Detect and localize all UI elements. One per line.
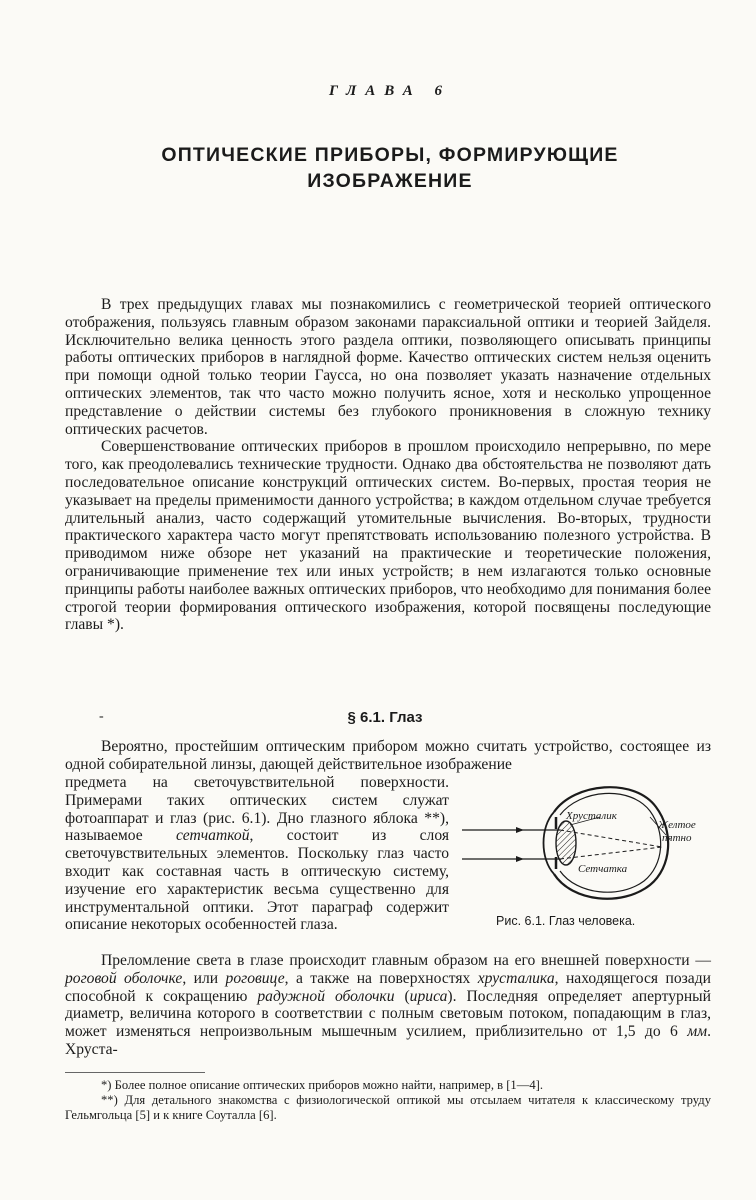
unit-mm: мм: [687, 1023, 708, 1041]
ray-upper-arrow: [516, 827, 524, 833]
para3-part-c: , а также на поверхностях: [284, 969, 478, 987]
term-lens: хрусталика: [477, 969, 555, 987]
chapter-title-line-1: ОПТИЧЕСКИЕ ПРИБОРЫ, ФОРМИРУЮЩИЕ: [161, 144, 619, 166]
chapter-title: [0, 142, 756, 194]
intro-paragraph-1: В трех предыдущих главах мы познакомились с геометрической теорией оптического отображения, пользуясь главным образом законами параксиальной оптики и теорией Зайделя. Исключительно велика ценность этого раздела оптики, позволяющего описывать принципы работы оптических приборов в наглядной форме. Качество оптических систем нельзя оценить при помощи одной только теории Гаусса, но она позволяет указать назначение отдельных оптических элементов, так что часто можно получить ясное, хотя и несколько упрощенное представление о действии системы без глубокого проникновения в сложную технику оптических расчетов.: [65, 296, 711, 438]
section-paragraph-2: [65, 774, 449, 934]
chapter-title-line-2: ИЗОБРАЖЕНИЕ: [307, 170, 473, 192]
footnote-2: **) Для детального знакомства с физиологической оптикой мы отсылаем читателя к классическому труду Гельмгольца [5] и к книге Соуталла [6].: [65, 1093, 711, 1122]
term-cornea: роговице: [225, 969, 285, 987]
chapter-label: ГЛАВА 6: [328, 83, 451, 99]
para3-part-f: ). Последняя определяет апертурный диаметр, величина которого в соответствии с полным световым потоком, попадающим в глаз, может изменяться непроизвольным мышечным усилием, приблизительно от 1,5 до 6: [65, 987, 712, 1041]
intro-text: [65, 296, 711, 634]
section-paragraph-3: [65, 952, 711, 1059]
label-yellow-spot-line-1: Желтое: [658, 819, 696, 831]
para3-part-g: . Хруста-: [65, 1023, 711, 1058]
figure-caption: Рис. 6.1. Глаз человека.: [496, 914, 636, 928]
term-iris: ириса: [409, 987, 448, 1005]
cornea: [544, 812, 555, 874]
term-retina: сетчаткой: [176, 827, 250, 845]
intro-paragraph-2: Совершенствование оптических приборов в прошлом происходило непрерывно, по мере того, как преодолевались технические трудности. Однако два обстоятельства не позволяют дать последовательное описание конструкций оптических систем. Во-первых, простая теория не указывает на пределы применимости данного устройства; в каждом отдельном случае требуется длительный анализ, часто содержащий утомительные вычисления. Во-вторых, трудности практического характера часто могут препятствовать использованию полезного устройства. В приводимом ниже обзоре нет указаний на практические и теоретические положения, ограничивающие применение тех или иных устройств; в нем излагаются только основные принципы работы наиболее важных оптических приборов, что необходимо для понимания более строгой теории формирования оптического изображения, которой посвящены последующие главы *).: [65, 438, 711, 634]
section-paragraph-2-a: предмета на светочувствительной поверхности. Примерами таких оптических систем служат фотоаппарат и глаз (рис. 6.1). Дно глазного яблока **), называемое: [65, 774, 449, 845]
label-lens: Хрусталик: [566, 810, 617, 822]
section-paragraph-2-b: , состоит из слоя светочувствительных элементов. Поскольку глаз часто входит как составная часть в оптическую систему, изучение его характеристик весьма существенно для инструментальной оптики. Этот параграф содержит описание некоторых особенностей глаза.: [65, 827, 449, 934]
para3-part-a: Преломление света в глазе происходит главным образом на его внешней поверхности —: [101, 952, 711, 969]
section-paragraph-1: [65, 738, 711, 774]
footnotes: [65, 1078, 711, 1123]
eye-diagram: [462, 777, 712, 912]
section-paragraph-1-text: Вероятно, простейшим оптическим прибором можно считать устройство, состоящее из одной собирательной линзы, дающей действительное изображение: [65, 738, 711, 773]
label-yellow-spot-line-2: пятно: [662, 832, 692, 844]
para3-part-d: , находящегося позади способной к сокращению: [65, 969, 711, 1005]
ray-lower-arrow: [516, 856, 524, 862]
para3-part-e: (: [394, 987, 410, 1005]
section-heading: § 6.1. Глаз: [347, 709, 423, 726]
footnote-rule: [65, 1072, 205, 1073]
term-cornea-membrane: роговой оболочке: [65, 969, 183, 987]
footnote-1: *) Более полное описание оптических приборов можно найти, например, в [1—4].: [101, 1078, 543, 1092]
margin-dash: -: [99, 709, 104, 724]
para3-part-b: , или: [182, 969, 226, 987]
term-iris-membrane: радужной оболочки: [257, 987, 395, 1005]
label-retina: Сетчатка: [578, 863, 628, 875]
section-paragraph-3-text: [65, 952, 711, 1059]
eye-figure: [462, 777, 712, 937]
